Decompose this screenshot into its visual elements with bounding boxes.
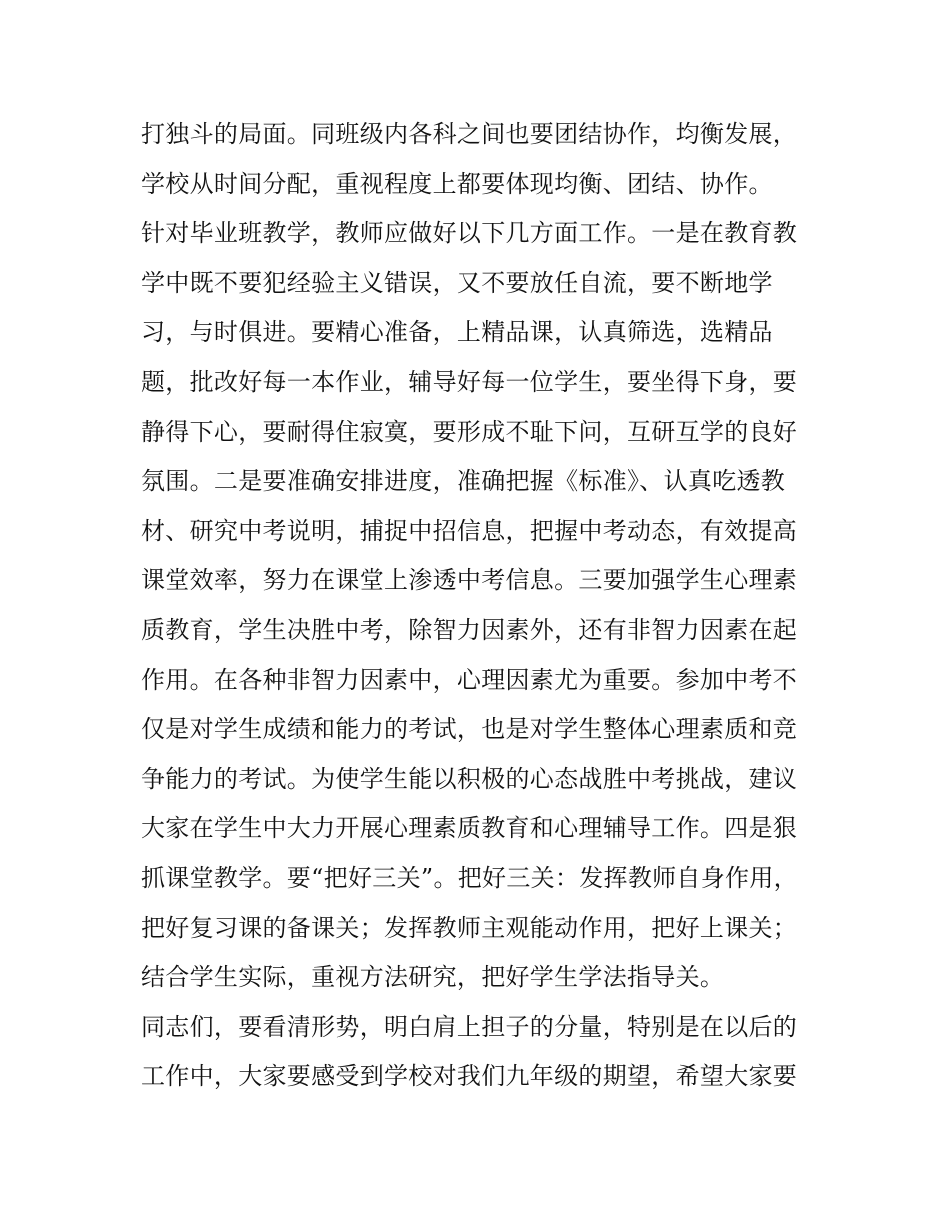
text-line: 结合学生实际，重视方法研究，把好学生学法指导关。 bbox=[141, 963, 725, 992]
text-line: 作用。在各种非智力因素中，心理因素尤为重要。参加中考不 bbox=[141, 665, 798, 694]
document-body bbox=[141, 110, 821, 1102]
text-line: 仅是对学生成绩和能力的考试，也是对学生整体心理素质和竞 bbox=[141, 715, 798, 744]
text-line: 学校从时间分配，重视程度上都要体现均衡、团结、协作。 bbox=[141, 169, 773, 198]
text-line: 习，与时俱进。要精心准备，上精品课，认真筛选，选精品 bbox=[141, 318, 773, 347]
text-line: 打独斗的局面。同班级内各科之间也要团结协作，均衡发展， bbox=[141, 120, 798, 148]
text-line: 质教育，学生决胜中考，除智力因素外，还有非智力因素在起 bbox=[141, 615, 798, 644]
text-line: 针对毕业班教学，教师应做好以下几方面工作。一是在教育教 bbox=[141, 219, 798, 248]
text-line: 课堂效率，努力在课堂上渗透中考信息。三要加强学生心理素 bbox=[141, 566, 798, 595]
text-line: 抓课堂教学。要“把好三关”。把好三关：发挥教师自身作用， bbox=[141, 863, 798, 892]
text-line: 材、研究中考说明，捕捉中招信息，把握中考动态，有效提高 bbox=[141, 516, 798, 545]
text-line: 学中既不要犯经验主义错误，又不要放任自流，要不断地学 bbox=[141, 268, 773, 297]
text-line: 把好复习课的备课关；发挥教师主观能动作用，把好上课关； bbox=[141, 913, 798, 942]
text-line: 大家在学生中大力开展心理素质教育和心理辅导工作。四是狠 bbox=[141, 814, 798, 843]
text-line: 同志们，要看清形势，明白肩上担子的分量，特别是在以后的 bbox=[141, 1012, 798, 1041]
text-line: 工作中，大家要感受到学校对我们九年级的期望，希望大家要 bbox=[141, 1062, 798, 1091]
text-line: 氛围。二是要准确安排进度，准确把握《标准》、认真吃透教 bbox=[141, 467, 786, 496]
text-line: 题，批改好每一本作业，辅导好每一位学生，要坐得下身，要 bbox=[141, 367, 798, 396]
text-line: 静得下心，要耐得住寂寞，要形成不耻下问，互研互学的良好 bbox=[141, 417, 798, 446]
text-line: 争能力的考试。为使学生能以积极的心态战胜中考挑战，建议 bbox=[141, 764, 798, 793]
